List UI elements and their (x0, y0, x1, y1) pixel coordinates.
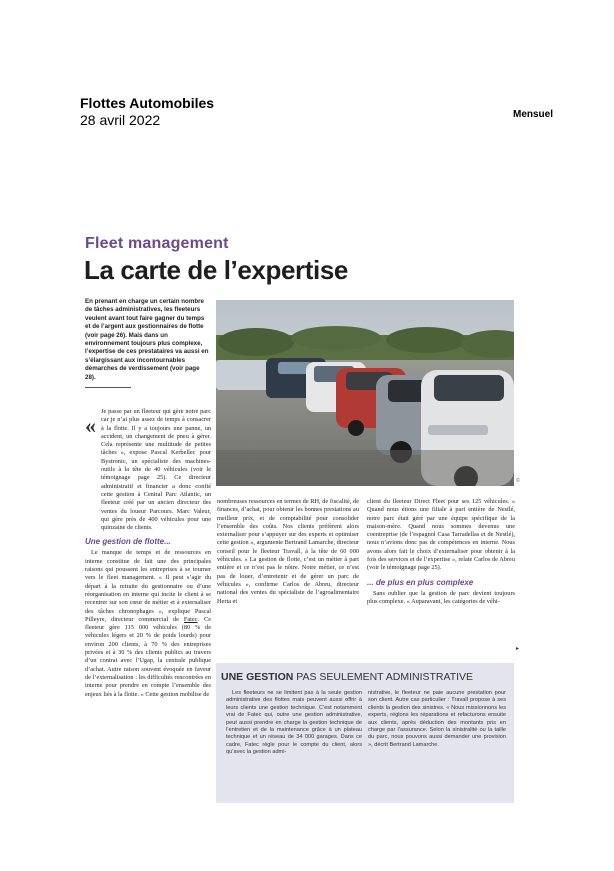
publication-name: Flottes Automobiles (80, 95, 215, 111)
sidebar-box-column-2: nistrative, le fleeteur ne paie aucune prestation pour son client. Autre cas particulier : Travall propose à ses clients la gestion des sinistres. « Nous missionnons les experts, réglons les réparations et refacturons ensuite aux clients, après déduction des montants pris en charge par l’assurance. Selon la sinistralité ou la taille du parc, nous pouvons aussi demander une provision », décrit Bertrand Lamarche. (368, 690, 506, 748)
continue-arrow-icon: ▸ (516, 646, 520, 652)
opening-quote-mark: « (85, 413, 96, 438)
article-kicker: Fleet management (85, 235, 229, 252)
col1-paragraph-2 (85, 549, 211, 698)
fatec-highlight: Fatec (183, 615, 198, 623)
photo-credit: © (516, 478, 520, 484)
col1-paragraph-2-start: Le manque de temps et de ressources en interne constitue de fait une des principales raisons qui poussent les entreprises à se tourner vers le fleet management. « Il peut s’agir du départ à la retraite du gestionnaire ou d’une réorganisation en interne qui incite le client à se recentrer sur son cœur de métier et à externaliser des tâches chronophages », explique Pascal Pilleyre, directeur commercial de (85, 549, 211, 623)
col3-subheading: ... de plus en plus complexe (367, 577, 474, 587)
col1-subheading: Une gestion de flotte... (85, 537, 171, 547)
col3-paragraph-1: client du fleeteur Direct Fleet pour ses 125 véhicules. « Quand nous étions une filiale à part entière de Nestlé, notre parc était géré par une équipe spécifique de la maison-mère. Quand nous sommes devenus une coentreprise (de l’espagnol Casa Tarradellas et de Nestlé), nous n’avions donc pas de compétences en interne. Nous avons alors fait le choix d’externaliser pour obtenir à la fois des services et de l’expertise », relate Carlos de Abreu (voir le témoignage page 25). (367, 498, 515, 572)
col2-paragraph: nombreuses ressources en termes de RH, de fiscalité, de finances, d’achat, pour obtenir les bonnes prestations au meilleur prix, et de comptabilité pour consolider l’ensemble des coûts. Nos clients préfèrent alors externaliser pour s’appuyer sur des experts et optimiser cette gestion », argumente Bertrand Lamarche, directeur conseil pour le fleeteur Travall, à la tête de 60 000 véhicules. « La gestion de flotte, c’est un métier à part entière et ce n’est pas le nôtre. Notre métier, ce n’est pas de louer, d’entretenir et de gérer un parc de véhicules », confirme Carlos de Abreu, directeur national des ventes du spécialiste de l’agroalimentaire Herta et (217, 498, 359, 605)
col3-paragraph-2: Sans oublier que la gestion de parc devient toujours plus complexe. « Auparavant, les catégories de véhi- (367, 589, 515, 605)
col1-paragraph-2-end: . Ce fleeteur gère 115 000 véhicules (80 % de véhicules légers et 20 % de poids lourds) pour environ 200 clients, à 70 % des entreprises privées et à 30 % des clients publics au travers d’un contrat avec l’Ugap, la centrale publique d’achat. Autre raison souvent évoquée en faveur de l’externalisation : les difficultés rencontrées en interne pour prendre en compte l’ensemble des enjeux liés à la flotte. « Cette gestion mobilise de (85, 615, 211, 698)
publication-frequency: Mensuel (513, 109, 554, 120)
publication-date: 28 avril 2022 (80, 112, 161, 128)
parked-cars-photo (216, 300, 514, 486)
col1-paragraph-1: Je passe par un fleeteur qui gère notre parc car je n’ai plus assez de temps à consacrer à la flotte. Il y a toujours une panne, un accident, un changement de pneu à gérer. Cela représente une multitude de petites tâches », expose Pascal Kerbellec pour Bystronic, un spécialiste des machines-outils à la tête de 40 véhicules (voir le témoignage page 25). Ce directeur administratif et financier a donc confié cette gestion à Central Parc Atlantic, un fleeteur créé par un ancien directeur des ventes du loueur Parcours. Marc Valeur, qui gère près de 400 véhicules pour une quinzaine de clients. (101, 408, 211, 532)
article-column-1 (85, 408, 211, 699)
chapo-divider (85, 387, 131, 388)
sidebar-box-title (221, 671, 473, 683)
sidebar-box-title-rest: PAS SEULEMENT ADMINISTRATIVE (293, 671, 474, 683)
article-title: La carte de l’expertise (84, 255, 348, 285)
sidebar-box-title-bold: UNE GESTION (221, 671, 294, 683)
article-column-2 (217, 498, 359, 606)
article-chapo: En prenant en charge un certain nombre de tâches administratives, les fleeteurs veulent avant tout faire gagner du temps et de l’argent aux gestionnaires de flotte (voir page 26). Mais dans un environnement toujours plus complexe, l’expertise de ces prestataires va aussi en s’élargissant aux incontournables démarches de verdissement (voir page 28). (85, 298, 209, 381)
article-photo (216, 300, 514, 486)
article-column-3 (367, 498, 515, 606)
sidebar-box-column-1: Les fleeteurs ne se limitent pas à la seule gestion administrative des flottes mais peuvent aussi offrir à leurs clients une gestion technique. C’est notamment vrai de Fatec qui, outre une gestion administrative, peut aussi prendre en charge la gestion technique de l’entretien et de la maintenance grâce à un plateau technique et un réseau de 34 000 garages. Dans ce cadre, Fatec règle pour le compte du client, alors qu’avec la gestion admi- (226, 690, 362, 756)
